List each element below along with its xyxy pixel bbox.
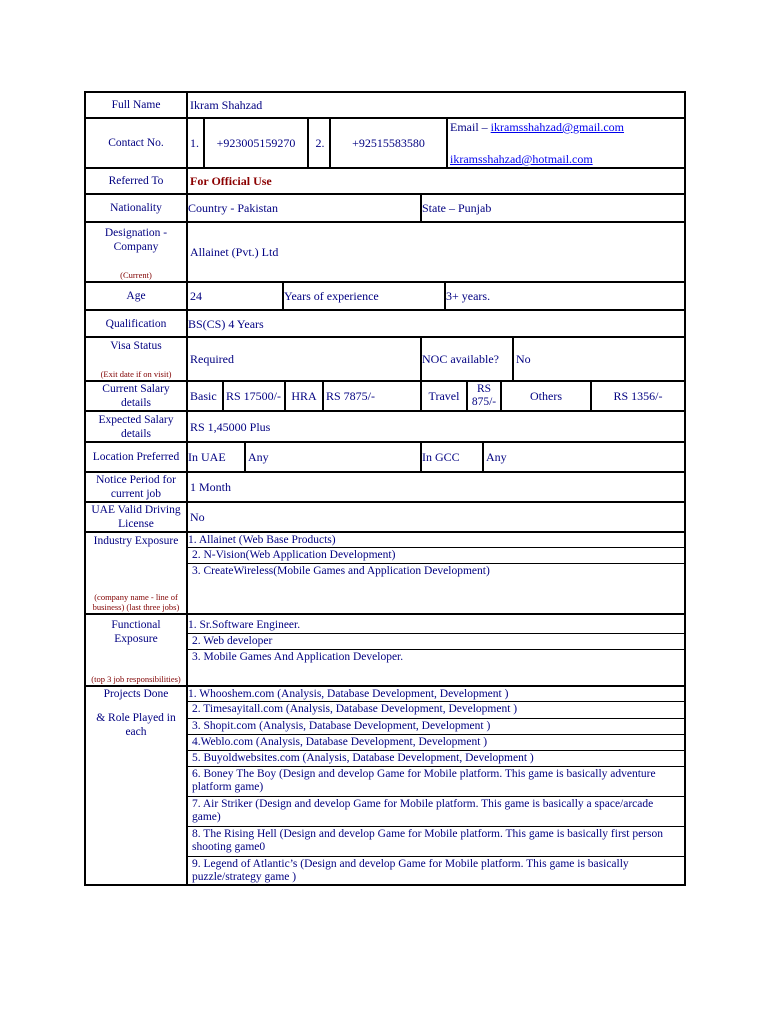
phone-1: +923005159270 [203,119,307,167]
label-functional: Functional Exposure (top 3 job responsibilities) [86,615,188,685]
label-location: Location Preferred [86,443,188,471]
label-designation: Designation - Company (Current) [86,223,188,281]
experience-label: Years of experience [282,283,444,309]
label-expected-salary: Expected Salary details [86,412,188,441]
list-item: 6. Boney The Boy (Design and develop Game for Mobile platform. This game is basically adventure platform game) [188,767,684,797]
label-nationality: Nationality [86,195,188,221]
hra-value: RS 7875/- [322,382,420,410]
label-notice: Notice Period for current job [86,473,188,501]
uae-label: In UAE [188,450,226,464]
email-link-2[interactable]: ikramsshahzad@hotmail.com [450,152,593,166]
row-designation [86,223,684,283]
license-value: No [190,510,205,524]
row-functional [86,615,684,687]
label-visa: Visa Status (Exit date if on visit) [86,338,188,380]
others-value: RS 1356/- [590,382,684,410]
travel-label: Travel [420,382,466,410]
contact-num-2: 2. [307,119,329,167]
row-industry [86,533,684,615]
nationality-country: Country - Pakistan [188,201,278,215]
nationality-state: State – Punjab [420,195,684,221]
label-contact: Contact No. [86,119,188,167]
label-projects: Projects Done & Role Played in each [86,687,188,886]
row-notice [86,473,684,503]
candidate-form [84,91,686,886]
list-item: 8. The Rising Hell (Design and develop Game for Mobile platform. This game is basically first person shooting game0 [188,827,684,857]
row-qualification [86,311,684,338]
list-item: 2. N-Vision(Web Application Development) [188,548,684,564]
label-referred-to: Referred To [86,169,188,193]
list-item: 2. Web developer [188,634,684,650]
noc-value: No [512,338,684,380]
list-item: 3. CreateWireless(Mobile Games and Application Development) [192,565,490,577]
row-projects [86,687,684,886]
contact-num-1: 1. [190,136,199,150]
list-item: 1. Allainet (Web Base Products) [188,533,684,548]
label-age: Age [86,283,188,309]
notice-value: 1 Month [190,480,232,494]
list-item: 5. Buyoldwebsites.com (Analysis, Database Development, Development ) [188,751,684,767]
list-item: 3. Shopit.com (Analysis, Database Development, Development ) [188,719,684,735]
noc-label: NOC available? [420,338,512,380]
list-item: 1. Whooshem.com (Analysis, Database Development, Development ) [188,687,684,702]
others-label: Others [500,382,590,410]
referred-to-value: For Official Use [190,174,272,188]
label-qualification: Qualification [86,311,188,336]
list-item: 9. Legend of Atlantic’s (Design and develop Game for Mobile platform. This game is basically puzzle/strategy game ) [192,858,629,883]
email-prefix: Email – [450,120,491,134]
row-location [86,443,684,473]
label-industry: Industry Exposure (company name - line of business) (last three jobs) [86,533,188,613]
basic-label: Basic [190,389,217,403]
list-item: 2. Timesayitall.com (Analysis, Database Development, Development ) [188,702,684,719]
row-full-name [86,93,684,119]
list-item: 7. Air Striker (Design and develop Game for Mobile platform. This game is basically a space/arcade game) [188,797,684,827]
travel-value: RS 875/- [466,382,500,410]
uae-value: Any [244,443,420,471]
experience-value: 3+ years. [444,283,684,309]
list-item: 3. Mobile Games And Application Developer. [192,651,404,663]
full-name-value: Ikram Shahzad [190,98,263,112]
row-nationality [86,195,684,223]
list-item: 1. Sr.Software Engineer. [188,615,684,634]
row-visa [86,338,684,382]
row-expected-salary [86,412,684,443]
gcc-value: Any [482,443,684,471]
hra-label: HRA [284,382,322,410]
qualification-value: BS(CS) 4 Years [188,316,264,331]
designation-value: Allainet (Pvt.) Ltd [190,245,279,259]
basic-value: RS 17500/- [222,382,284,410]
row-contact [86,119,684,169]
visa-value: Required [190,352,234,366]
email-cell [446,119,684,167]
expected-salary-value: RS 1,45000 Plus [190,419,271,434]
row-current-salary [86,382,684,412]
row-license [86,503,684,533]
list-item: 4.Weblo.com (Analysis, Database Development, Development ) [188,735,684,751]
gcc-label: In GCC [420,443,482,471]
age-value: 24 [190,289,202,303]
label-license: UAE Valid Driving License [86,503,188,531]
label-full-name: Full Name [86,93,188,117]
label-current-salary: Current Salary details [86,382,188,410]
row-age [86,283,684,311]
phone-2: +92515583580 [329,119,446,167]
email-link-1[interactable]: ikramsshahzad@gmail.com [490,120,625,134]
row-referred-to [86,169,684,195]
